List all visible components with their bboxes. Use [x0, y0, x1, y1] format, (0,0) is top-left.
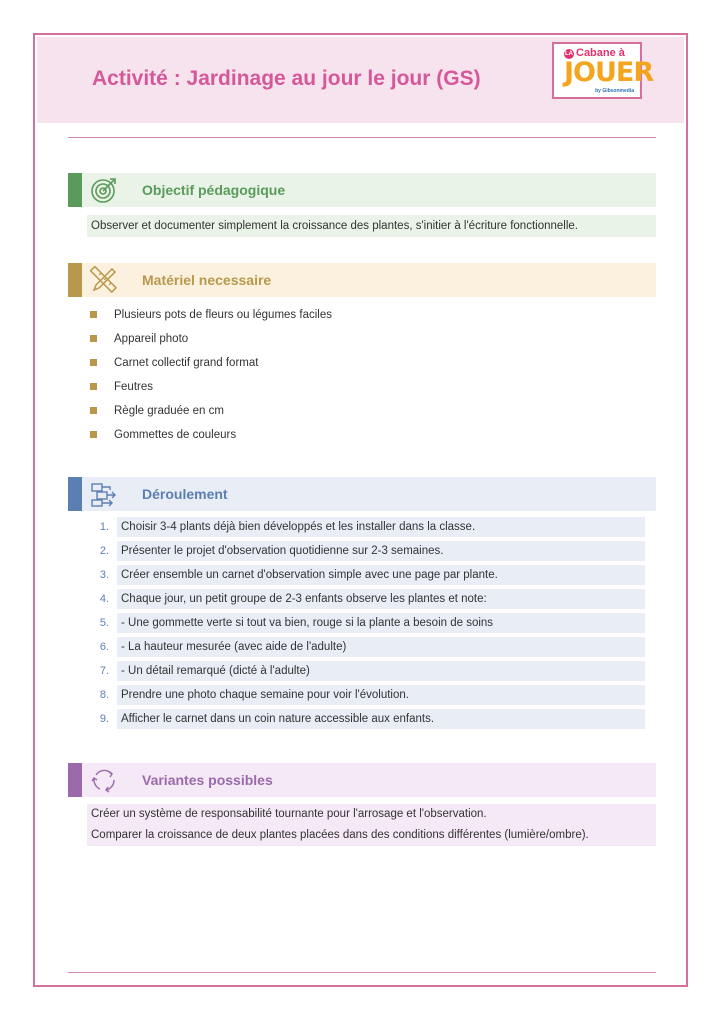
variantes-text-box	[87, 804, 656, 846]
logo-main-text: JOUER	[564, 57, 654, 88]
section-objectif-header	[68, 173, 656, 207]
section-materiel-header	[68, 263, 656, 297]
list-item	[90, 403, 332, 427]
list-item-text: Gommettes de couleurs	[114, 429, 237, 441]
bullet-square	[90, 407, 97, 414]
section-accent-bar	[68, 173, 82, 207]
section-accent-bar	[68, 477, 82, 511]
step-text: Chaque jour, un petit groupe de 2-3 enfants observe les plantes et note:	[117, 589, 645, 609]
section-accent-bar	[68, 763, 82, 797]
top-divider	[68, 137, 656, 138]
section-accent-bar	[68, 263, 82, 297]
logo-badge: LA	[565, 51, 573, 57]
section-materiel-title: Matériel necessaire	[142, 272, 272, 288]
section-variantes-header	[68, 763, 656, 797]
objectif-text: Observer et documenter simplement la croissance des plantes, s'initier à l'écriture fonctionnelle.	[87, 215, 656, 237]
section-variantes-title: Variantes possibles	[142, 772, 273, 788]
list-item-text: Règle graduée en cm	[114, 405, 224, 417]
step-text: Créer ensemble un carnet d'observation simple avec une page par plante.	[117, 565, 645, 585]
list-item	[90, 379, 332, 403]
list-item	[90, 427, 332, 451]
flow-icon	[90, 480, 118, 508]
variante-line: Créer un système de responsabilité tournante pour l'arrosage et l'observation.	[91, 808, 487, 820]
logo-sub-text: by Gibsonmedia	[595, 88, 634, 94]
bullet-square	[90, 311, 97, 318]
step-number: 9.	[99, 713, 109, 725]
list-item-text: Plusieurs pots de fleurs ou légumes faciles	[114, 309, 332, 321]
bottom-divider	[68, 972, 656, 973]
step-number: 8.	[99, 689, 109, 701]
step-number: 4.	[99, 593, 109, 605]
pencil-ruler-icon	[90, 266, 118, 294]
step-text: Choisir 3-4 plants déjà bien développés et les installer dans la classe.	[117, 517, 645, 537]
section-deroulement-header	[68, 477, 656, 511]
section-objectif-title: Objectif pédagogique	[142, 182, 286, 198]
list-item	[90, 331, 332, 355]
step-text: - Une gommette verte si tout va bien, rouge si la plante a besoin de soins	[117, 613, 645, 633]
bullet-square	[90, 383, 97, 390]
cabane-a-jouer-logo	[552, 42, 654, 99]
step-text: Présenter le projet d'observation quotidienne sur 2-3 semaines.	[117, 541, 645, 561]
step-number: 5.	[99, 617, 109, 629]
step-text: - Un détail remarqué (dicté à l'adulte)	[117, 661, 645, 681]
page-title: Activité : Jardinage au jour le jour (GS)	[92, 67, 481, 90]
materiel-list	[90, 307, 332, 451]
page-frame	[33, 33, 688, 987]
logo-top-label: Cabane à	[576, 47, 625, 59]
step-number: 2.	[99, 545, 109, 557]
bullet-square	[90, 359, 97, 366]
list-item	[90, 355, 332, 379]
list-item	[90, 307, 332, 331]
bullet-square	[90, 431, 97, 438]
target-icon	[90, 176, 118, 204]
list-item-text: Appareil photo	[114, 333, 189, 345]
step-number: 1.	[99, 521, 109, 533]
step-number: 7.	[99, 665, 109, 677]
step-number: 6.	[99, 641, 109, 653]
variante-line: Comparer la croissance de deux plantes placées dans des conditions différentes (lumière/ombre).	[91, 829, 589, 841]
step-number: 3.	[99, 569, 109, 581]
cycle-icon	[90, 766, 118, 794]
header-band	[37, 37, 684, 123]
step-text: Afficher le carnet dans un coin nature accessible aux enfants.	[117, 709, 645, 729]
section-deroulement-title: Déroulement	[142, 486, 228, 502]
bullet-square	[90, 335, 97, 342]
list-item-text: Feutres	[114, 381, 153, 393]
list-item-text: Carnet collectif grand format	[114, 357, 259, 369]
step-text: - La hauteur mesurée (avec aide de l'adulte)	[117, 637, 645, 657]
step-text: Prendre une photo chaque semaine pour voir l'évolution.	[117, 685, 645, 705]
